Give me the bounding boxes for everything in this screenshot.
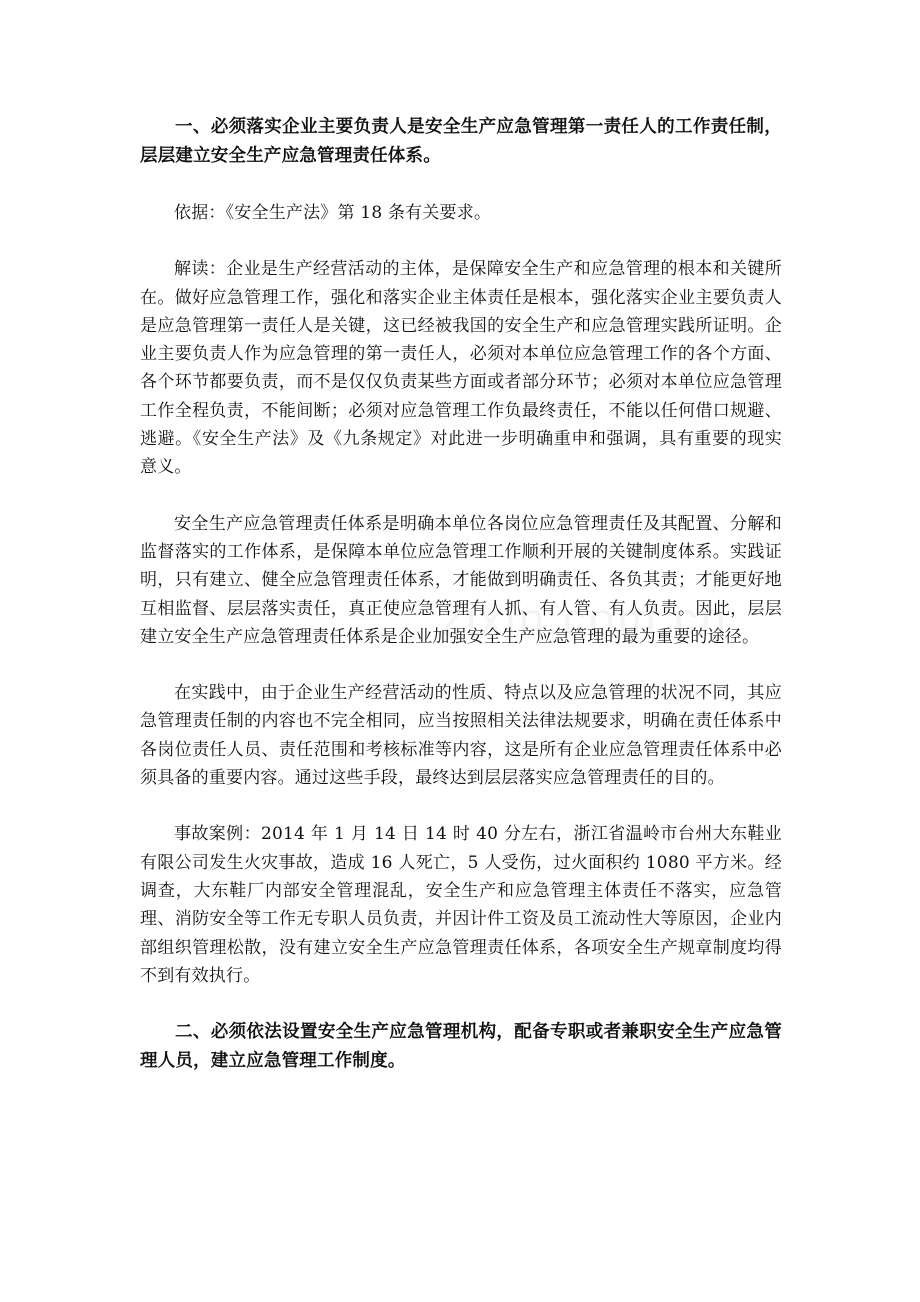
spacer [140,227,782,255]
spacer [140,482,782,510]
responsibility-system-paragraph: 安全生产应急管理责任体系是明确本单位各岗位应急管理责任及其配置、分解和监督落实的工作体系，是保障本单位应急管理工作顺利开展的关键制度体系。实践证明，只有建立、健全应急管理责任体系，才能做到明确责任、各负其责；才能更好地互相监督、层层落实责任，真正使应急管理有人抓、有人管、有人负责。因此，层层建立安全生产应急管理责任体系是企业加强安全生产应急管理的最为重要的途径。 [140,513,782,647]
spacer [140,990,782,1018]
basis-paragraph: 依据：《安全生产法》第 18 条有关要求。 [174,203,492,223]
accident-case-paragraph: 事故案例：2014 年 1 月 14 日 14 时 40 分左右，浙江省温岭市台州大东鞋业有限公司发生火灾事故，造成 16 人死亡，5 人受伤，过火面积约 1080 平方米。经调查，大东鞋厂内部安全管理混乱，安全生产和应急管理主体责任不落实，应急管理、消防安全等工作无专职人员负责，并因计件工资及员工流动性大等原因，企业内部组织管理松散，没有建立安全生产应急管理责任体系，各项安全生产规章制度均得不到有效执行。 [140,824,782,986]
section2-heading: 二、必须依法设置安全生产应急管理机构，配备专职或者兼职安全生产应急管理人员，建立应急管理工作制度。 [140,1022,782,1072]
spacer [140,651,782,679]
section1-heading: 一、必须落实企业主要负责人是安全生产应急管理第一责任人的工作责任制，层层建立安全生产应急管理责任体系。 [140,117,782,166]
spacer [140,792,782,820]
interpretation-paragraph: 解读：企业是生产经营活动的主体，是保障安全生产和应急管理的根本和关键所在。做好应急管理工作，强化和落实企业主体责任是根本，强化落实企业主要负责人是应急管理第一责任人是关键，这已经被我国的安全生产和应急管理实践所证明。企业主要负责人作为应急管理的第一责任人，必须对本单位应急管理工作的各个方面、各个环节都要负责，而不是仅仅负责某些方面或者部分环节；必须对本单位应急管理工作全程负责，不能间断；必须对应急管理工作负最终责任，不能以任何借口规避、逃避。《安全生产法》及《九条规定》对此进一步明确重申和强调，具有重要的现实意义。 [140,259,782,478]
practice-paragraph: 在实践中，由于企业生产经营活动的性质、特点以及应急管理的状况不同，其应急管理责任制的内容也不完全相同，应当按照相关法律法规要求，明确在责任体系中各岗位责任人员、责任范围和考核标准等内容，这是所有企业应急管理责任体系中必须具备的重要内容。通过这些手段，最终达到层层落实应急管理责任的目的。 [140,683,782,789]
document-page [140,113,782,1076]
spacer [140,171,782,199]
